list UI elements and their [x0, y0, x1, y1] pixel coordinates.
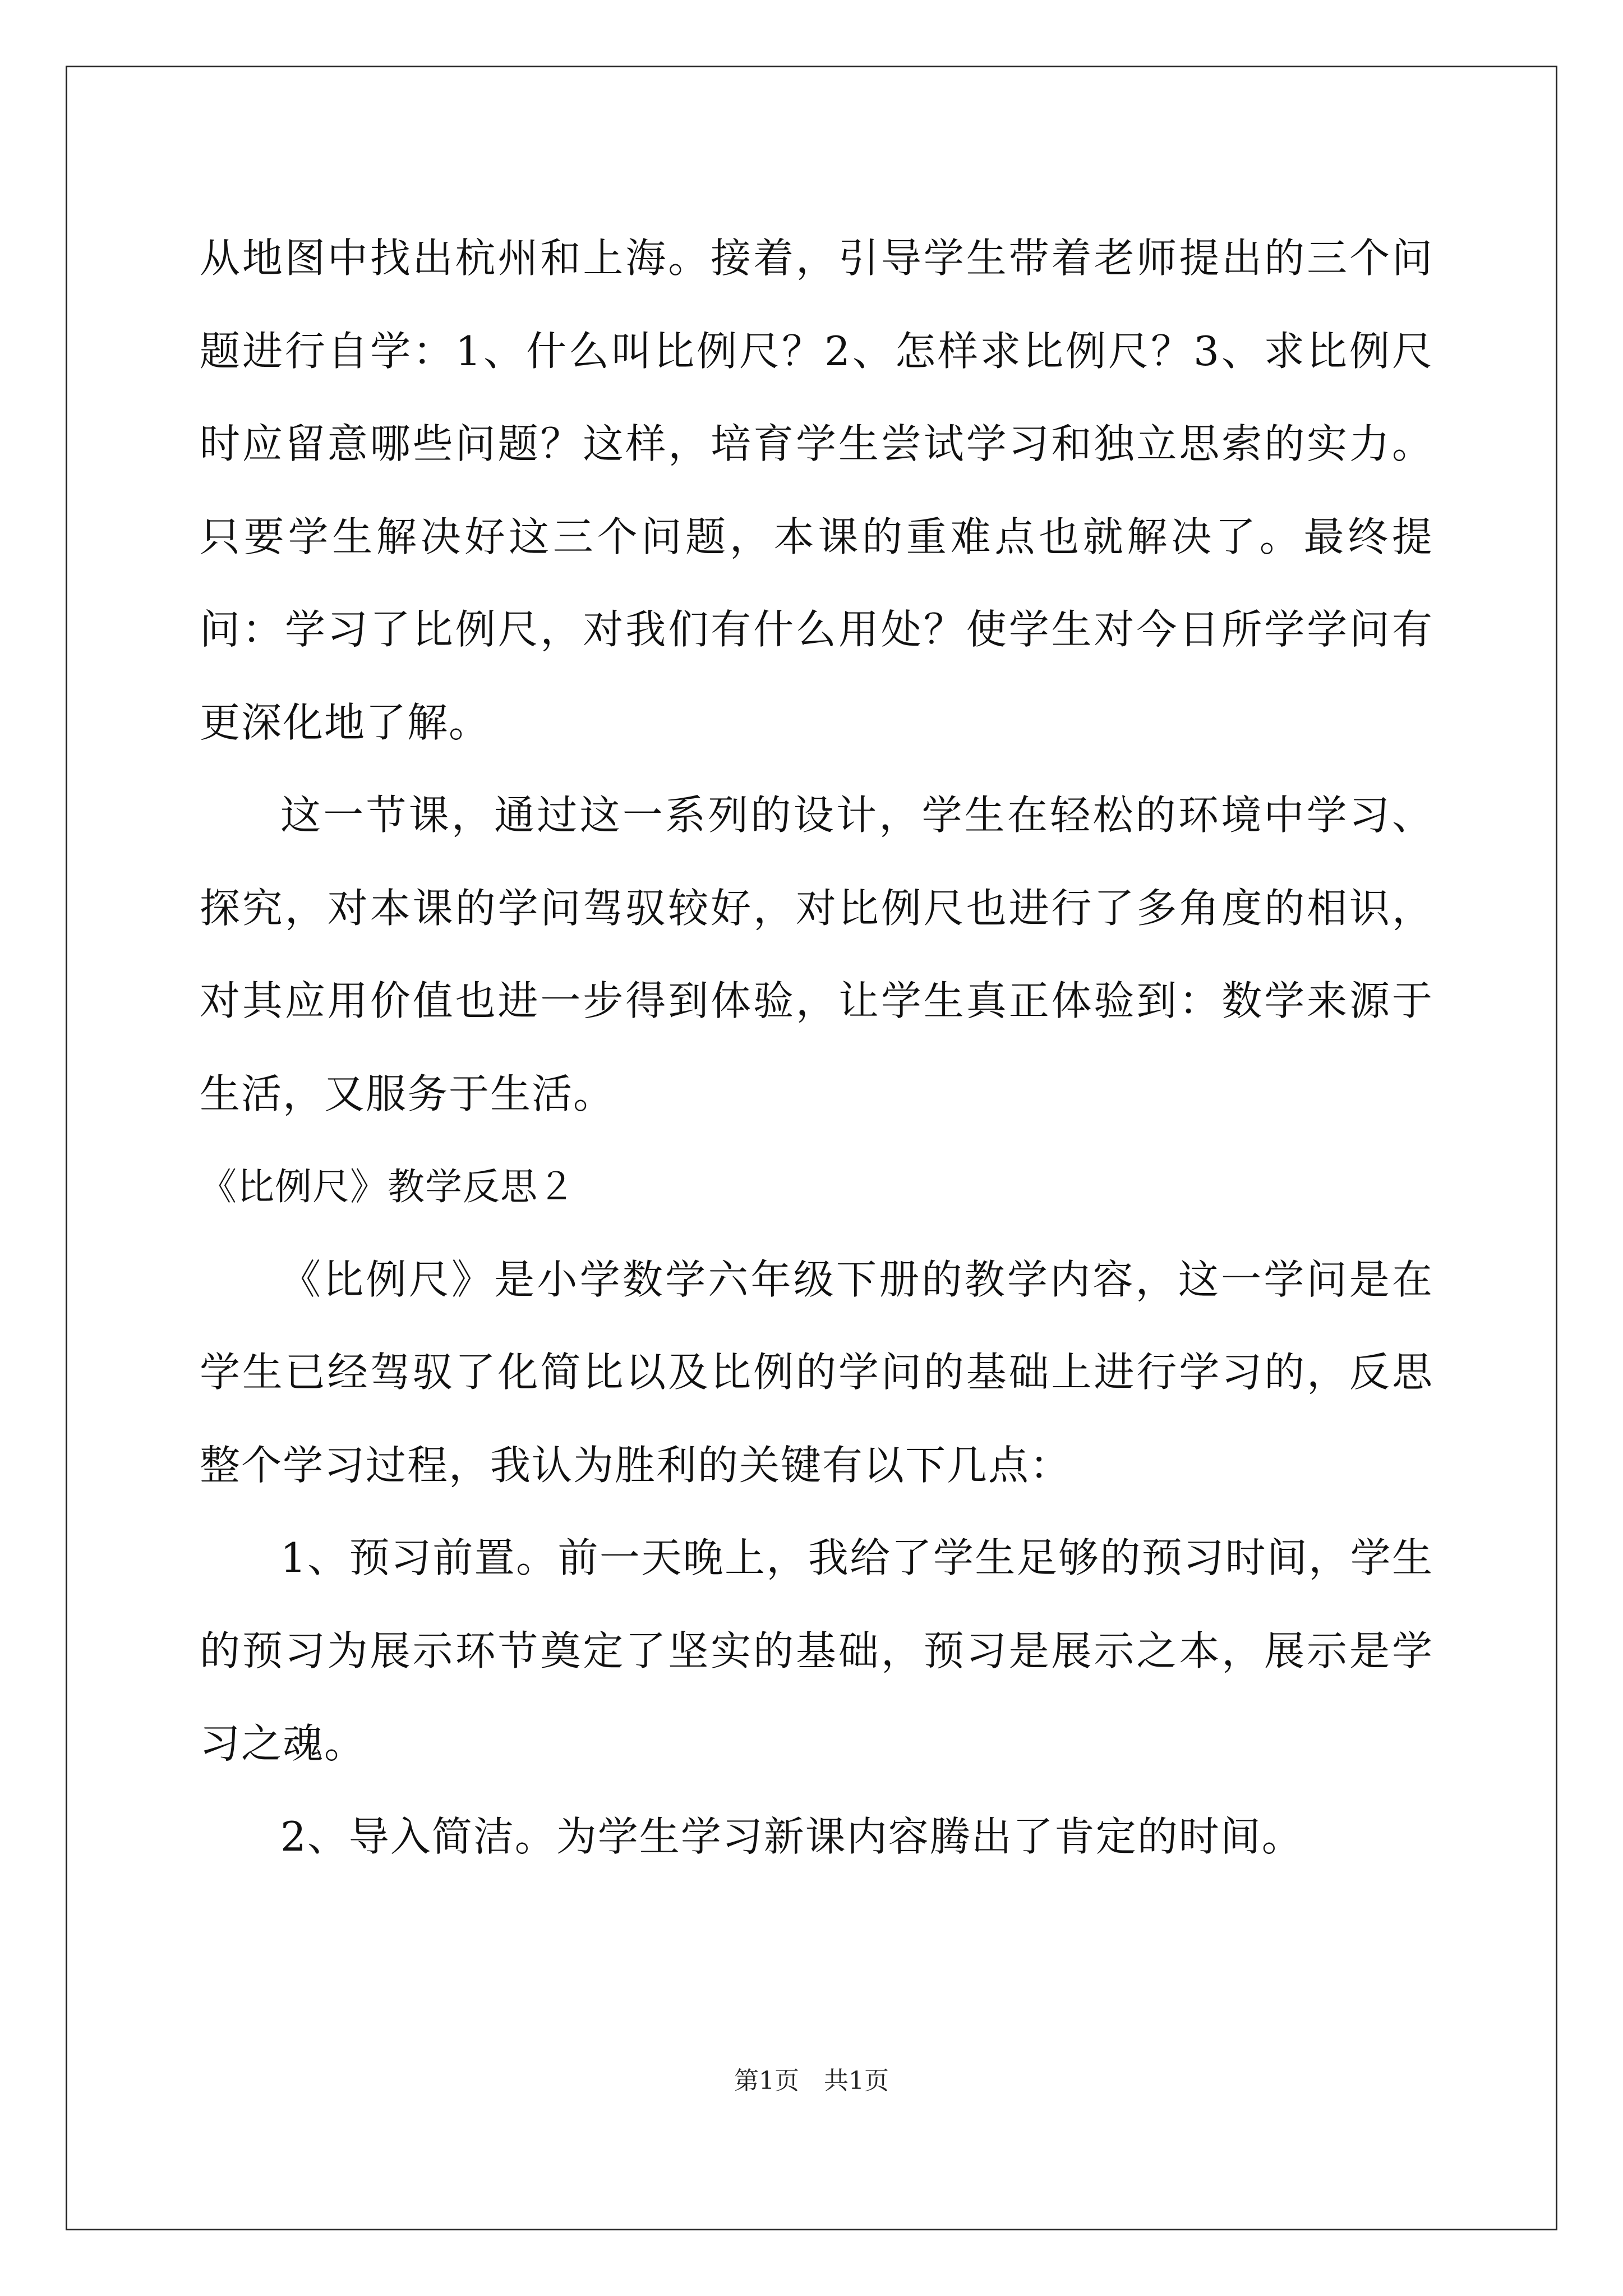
- paragraph-3: 《比例尺》是小学数学六年级下册的教学内容，这一学问是在学生已经驾驭了化简比以及比例的学问的基础上进行学习的，反思整个学习过程，我认为胜利的关键有以下几点：: [200, 1255, 1433, 1489]
- page-footer: 第1页 共1页: [734, 2067, 889, 2095]
- paragraph-1: 从地图中找出杭州和上海。接着，引导学生带着老师提出的三个问题进行自学：1、什么叫比例尺？2、怎样求比例尺？3、求比例尺时应留意哪些问题？这样，培育学生尝试学习和独立思索的实力。只要学生解决好这三个问题，本课的重难点也就解决了。最终提问：学习了比例尺，对我们有什么用处？使学生对今日所学学问有更深化地了解。: [200, 234, 1433, 746]
- section-heading: 《比例尺》教学反思２: [200, 1165, 575, 1208]
- paragraph-4: 1、预习前置。前一天晚上，我给了学生足够的预习时间，学生的预习为展示环节奠定了坚实的基础，预习是展示之本，展示是学习之魂。: [200, 1534, 1433, 1767]
- paragraph-5: 2、导入简洁。为学生学习新课内容腾出了肯定的时间。: [280, 1812, 1303, 1860]
- paragraph-2: 这一节课，通过这一系列的设计，学生在轻松的环境中学习、探究，对本课的学问驾驭较好，对比例尺也进行了多角度的相识，对其应用价值也进一步得到体验，让学生真正体验到：数学来源于生活，又服务于生活。: [200, 792, 1433, 1117]
- document-body: [200, 212, 1433, 1883]
